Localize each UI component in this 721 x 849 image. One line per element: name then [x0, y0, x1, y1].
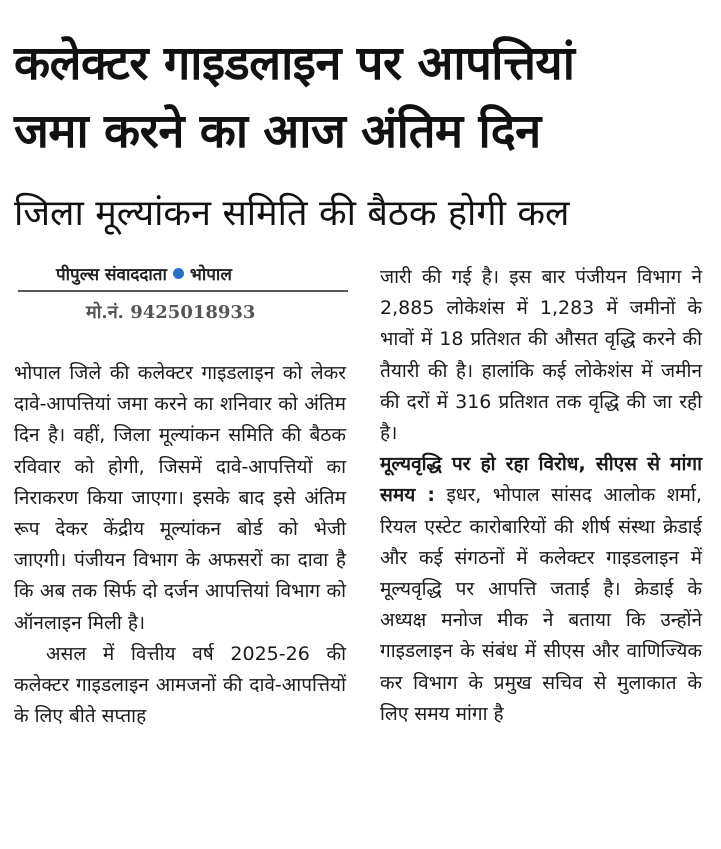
byline — [56, 262, 346, 285]
paragraph: असल में वित्तीय वर्ष 2025-26 की कलेक्टर गाइडलाइन आमजनों की दावे-आपत्तियों के लिए बीते सप्ताह — [14, 642, 346, 728]
paragraph — [380, 449, 702, 730]
headline-line-1: कलेक्टर गाइडलाइन पर आपत्तियां — [14, 36, 575, 91]
article-column-left — [14, 358, 346, 732]
paragraph: जारी की गई है। इस बार पंजीयन विभाग ने 2,885 लोकेशंस में 1,283 में जमीनों के भावों में 18 प्रतिशत की औसत वृद्धि करने की तैयारी की है। हालांकि कई लोकेशंस में जमीन की दरों में 316 प्रतिशत तक वृद्धि की जा रही है। — [380, 266, 702, 445]
headline-line-2: जमा करने का आज अंतिम दिन — [14, 104, 541, 159]
paragraph-text: इधर, भोपाल सांसद आलोक शर्मा, रियल एस्टेट कारोबारियों की शीर्ष संस्था क्रेडाई और कई संगठनों में कलेक्टर गाइडलाइन में मूल्यवृद्धि पर आपत्ति जताई है। क्रेडाई के अध्यक्ष मनोज मीक ने बताया कि उन्होंने गाइडलाइन के संबंध में सीएस और वाणिज्यिक कर विभाग के प्रमुख सचिव से मुलाकात के लिए समय मांगा है — [380, 484, 702, 725]
byline-place: भोपाल — [189, 265, 232, 285]
subheadline: जिला मूल्यांकन समिति की बैठक होगी कल — [14, 193, 570, 234]
paragraph: भोपाल जिले की कलेक्टर गाइडलाइन को लेकर दावे-आपत्तियां जमा करने का शनिवार को अंतिम दिन है। वहीं, जिला मूल्यांकन समिति की बैठक रविवार को होगी, जिसमें दावे-आपत्तियों का निराकरण किया जाएगा। इसके बाद इसे अंतिम रूप देकर केंद्रीय मूल्यांकन बोर्ड को भेजी जाएगी। पंजीयन विभाग के अफसरों का दावा है कि अब तक सिर्फ दो दर्जन आपत्तियां विभाग को ऑनलाइन मिली है। — [14, 362, 346, 634]
byline-divider — [18, 290, 348, 292]
bullet-dot-icon — [173, 268, 184, 279]
section-subhead: मूल्यवृद्धि पर हो रहा विरोध, सीएस से मांगा समय : — [380, 453, 702, 507]
byline-author: पीपुल्स संवाददाता — [56, 265, 167, 285]
headline — [14, 30, 714, 166]
reporter-phone: मो.नं. 9425018933 — [86, 302, 256, 323]
article-column-right — [380, 262, 702, 730]
